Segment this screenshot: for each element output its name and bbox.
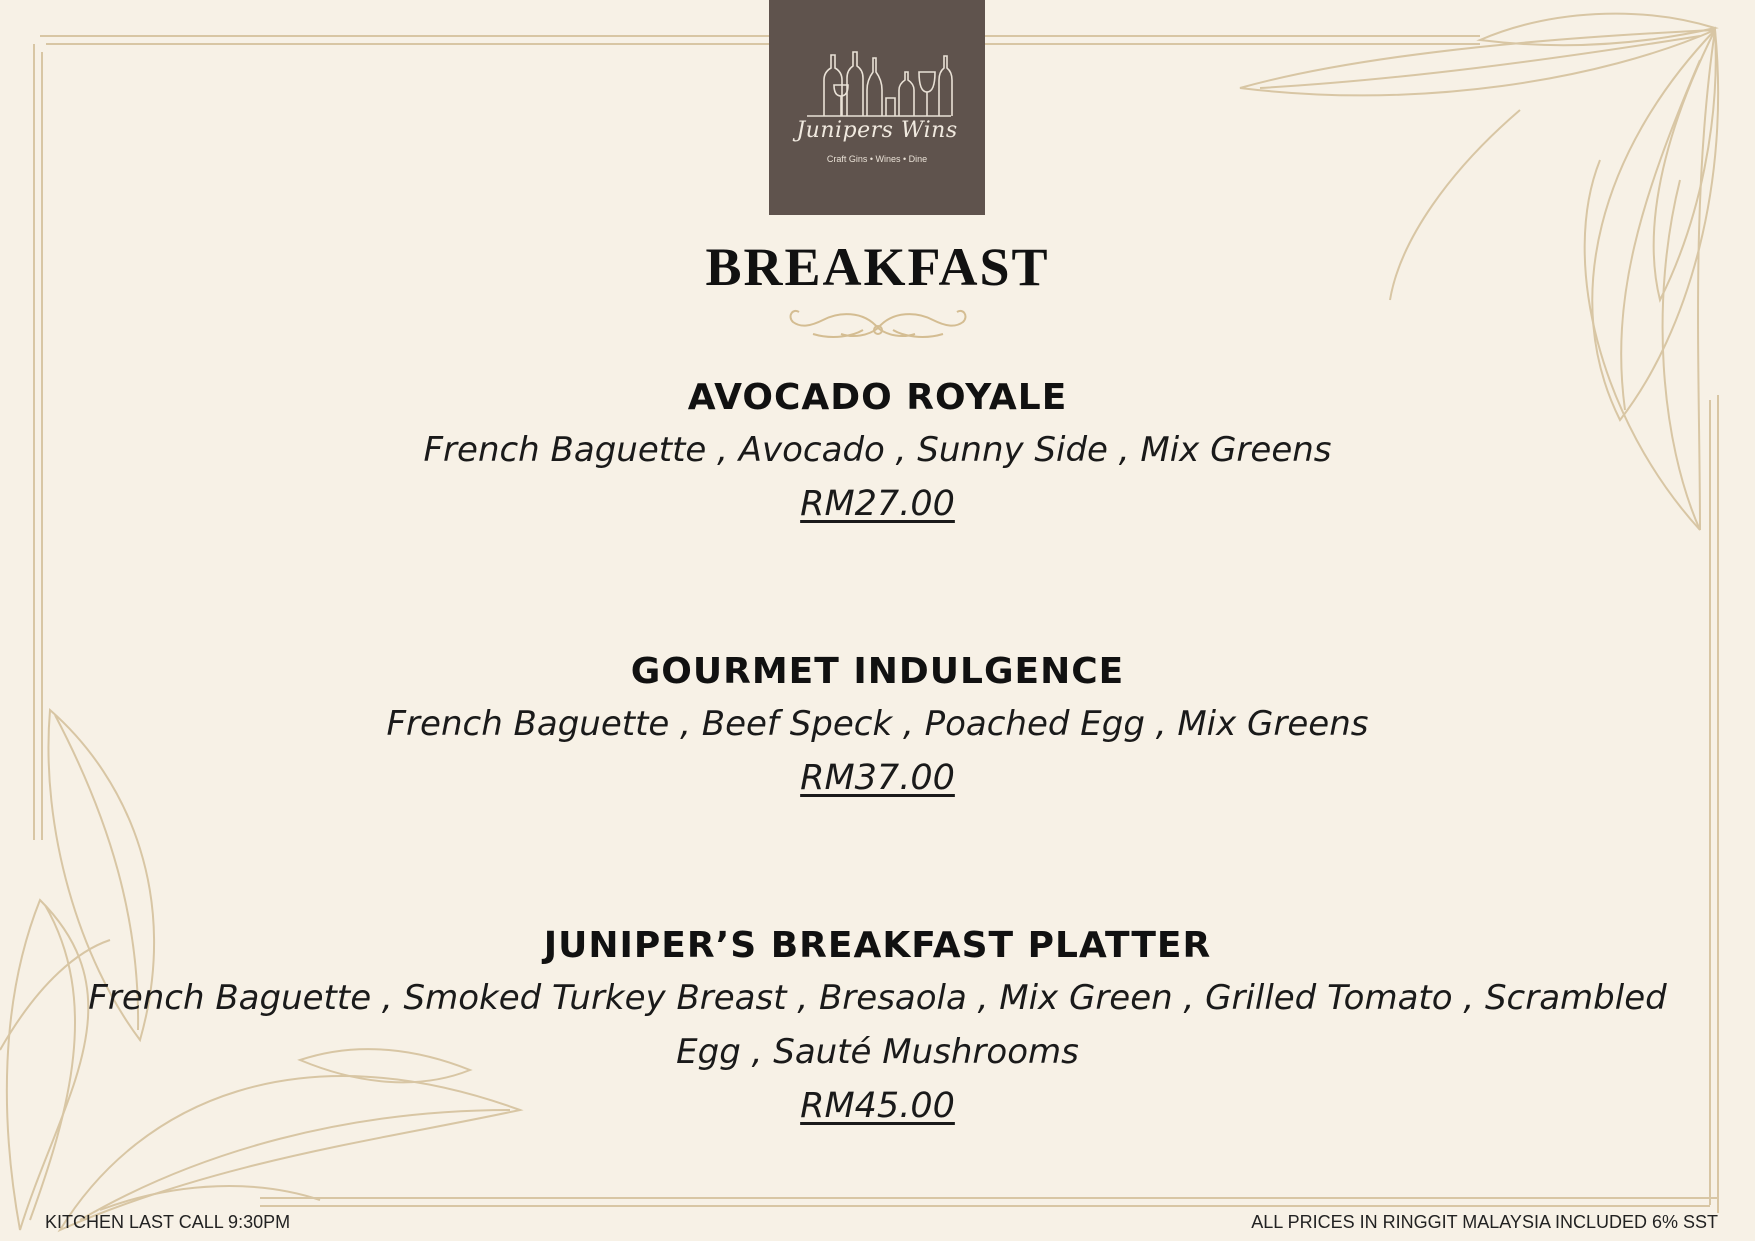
- menu-item-name: GOURMET INDULGENCE: [630, 651, 1125, 692]
- footer-price-note: ALL PRICES IN RINGGIT MALAYSIA INCLUDED 6% SST: [1251, 1212, 1718, 1232]
- logo-box: [769, 0, 985, 215]
- menu-item-price: RM37.00: [800, 758, 955, 798]
- menu-item-name: JUNIPER’S BREAKFAST PLATTER: [543, 925, 1212, 966]
- flourish-divider-icon: [783, 306, 973, 346]
- menu-item-price: RM45.00: [800, 1086, 955, 1126]
- menu-item-price: RM27.00: [800, 484, 955, 524]
- menu-item-description: French Baguette , Beef Speck , Poached Egg , Mix Greens: [386, 704, 1369, 744]
- menu-item: [0, 373, 1755, 531]
- logo-tagline: Craft Gins • Wines • Dine: [826, 154, 928, 164]
- menu-item-description: French Baguette , Avocado , Sunny Side , Mix Greens: [423, 430, 1332, 470]
- bottles-glasses-icon: [769, 0, 985, 215]
- logo-wordmark: Junipers Wins: [796, 118, 958, 143]
- menu-item-name: AVOCADO ROYALE: [687, 377, 1068, 418]
- menu-item: [0, 921, 1755, 1133]
- page-title: BREAKFAST: [705, 237, 1050, 297]
- menu-item: [0, 647, 1755, 805]
- menu-item-description: French Baguette , Smoked Turkey Breast , Bresaola , Mix Green , Grilled Tomato , Scrambled Egg , Sauté Mushrooms: [88, 978, 1667, 1072]
- footer-last-call: KITCHEN LAST CALL 9:30PM: [45, 1212, 291, 1232]
